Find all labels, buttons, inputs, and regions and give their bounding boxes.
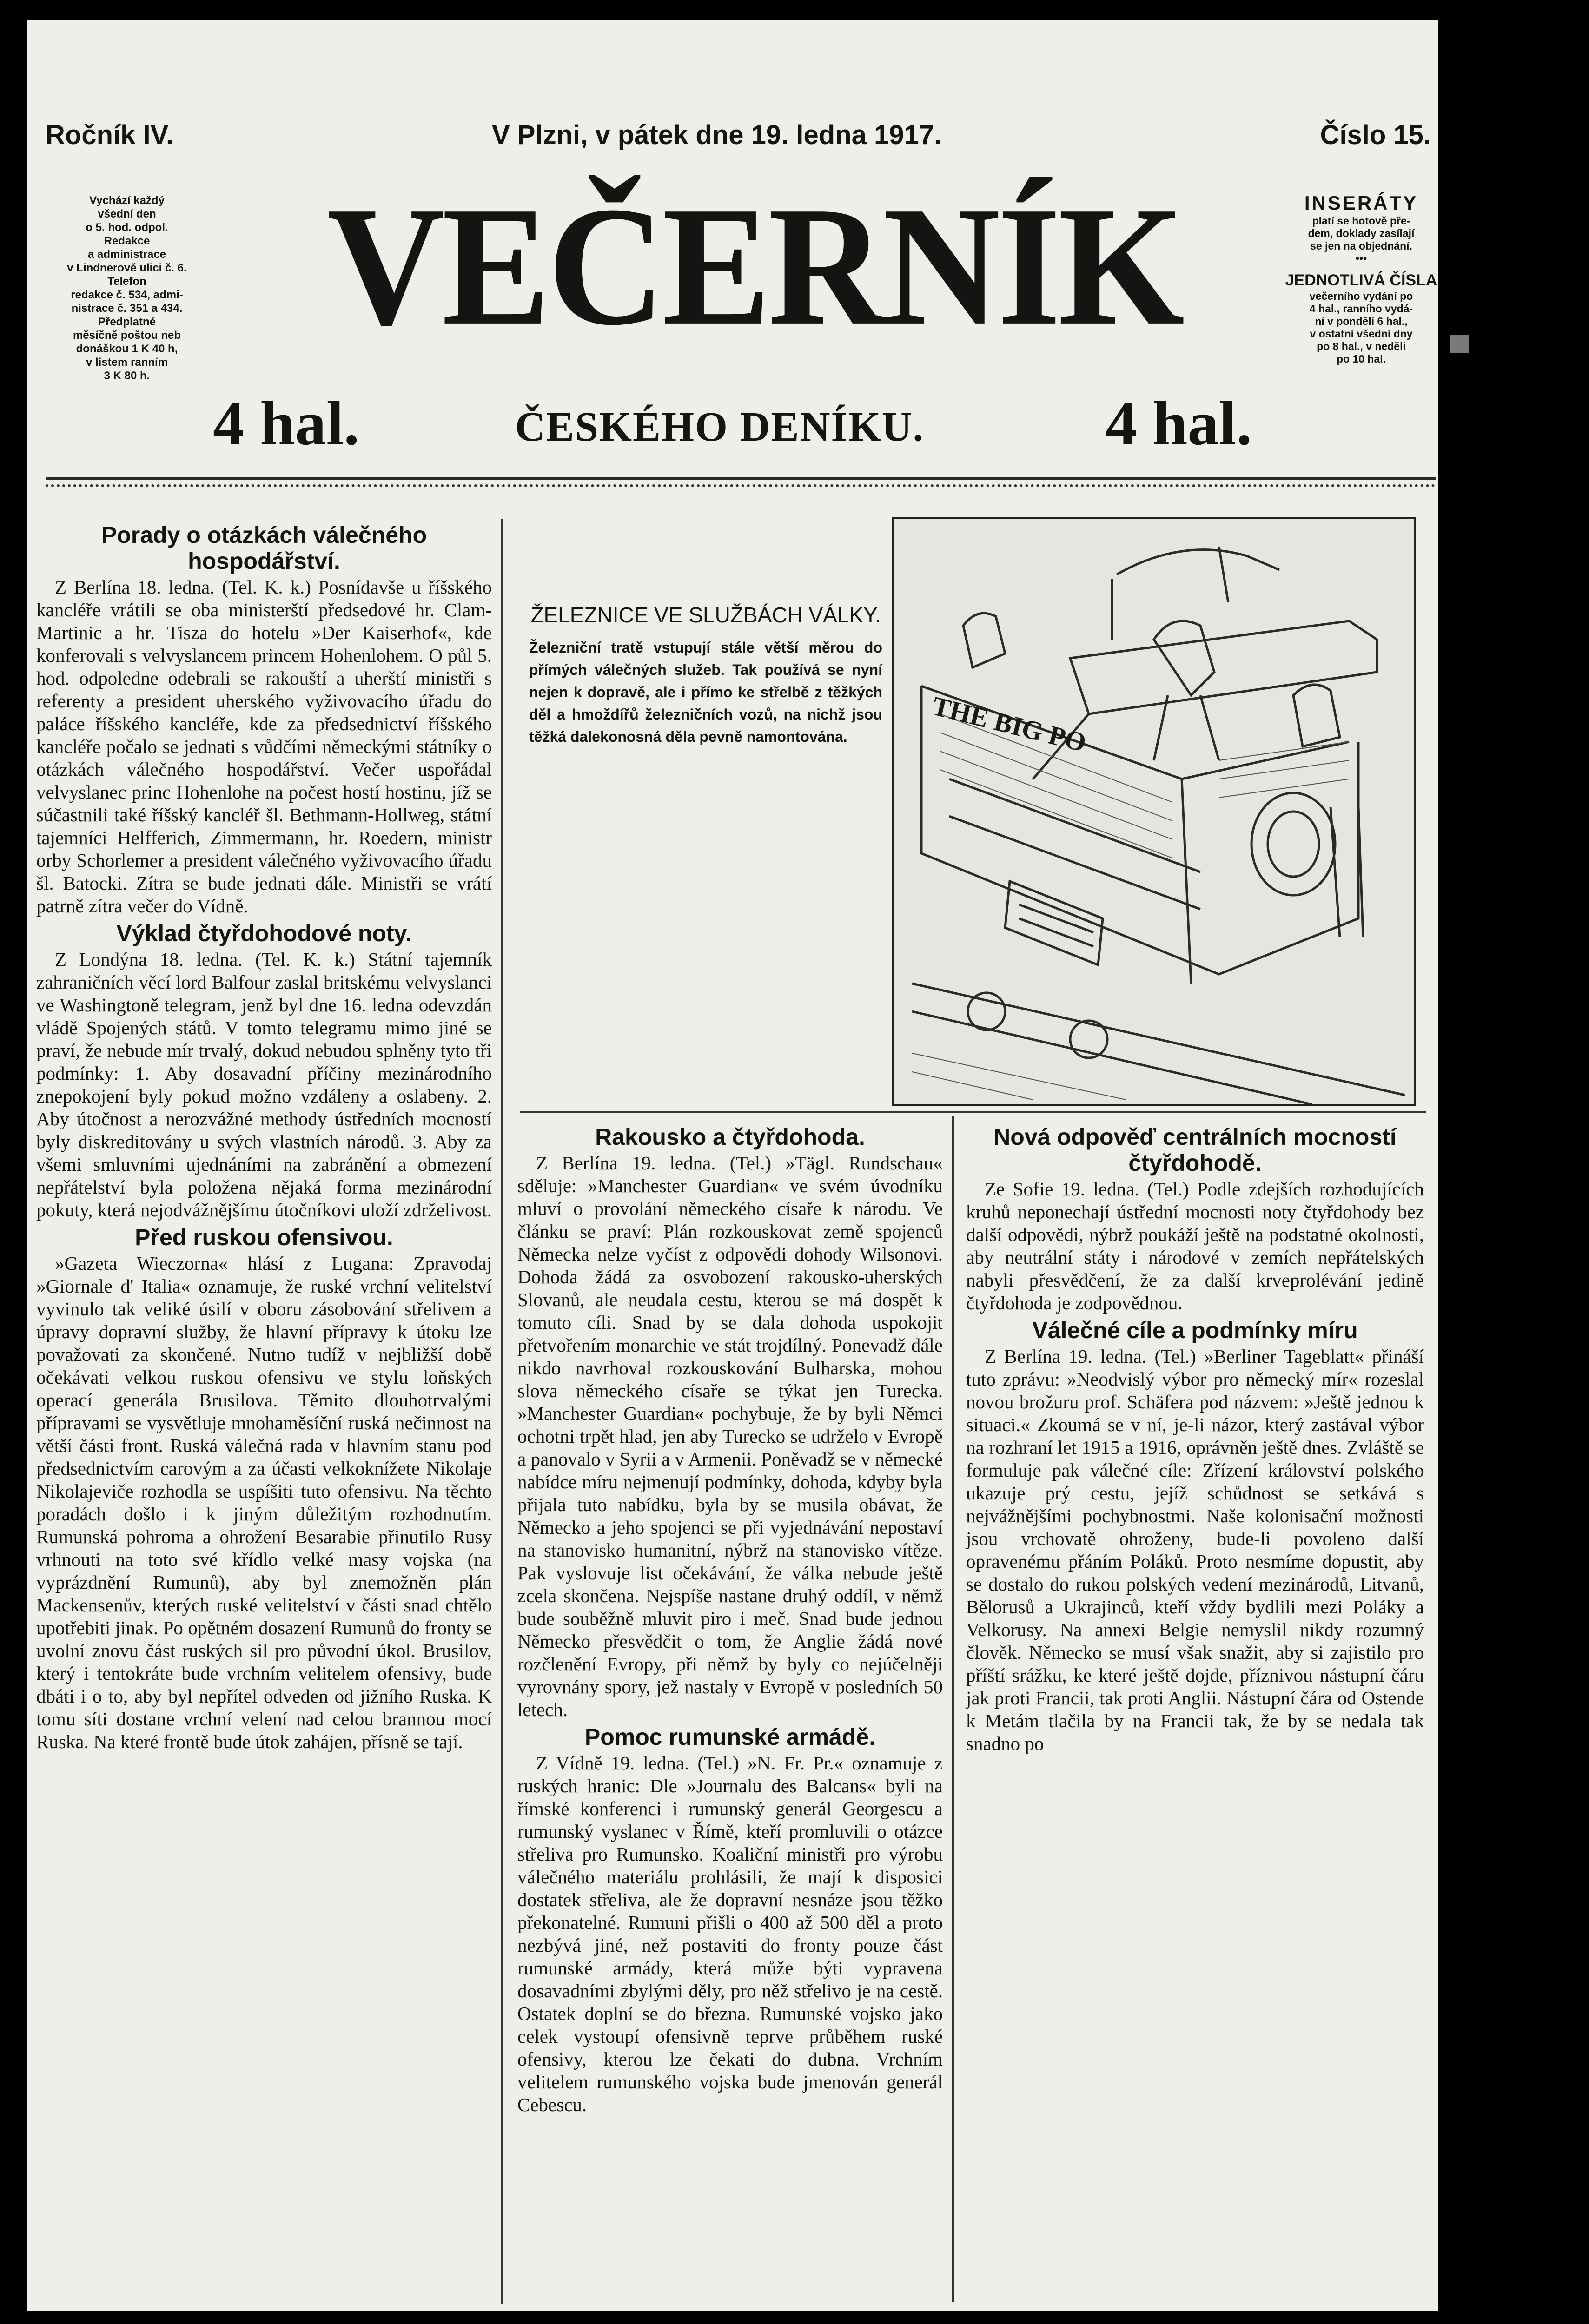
masthead-subtitle: ČESKÉHO DENÍKU. (515, 404, 925, 450)
caption-title: ŽELEZNICE VE SLUŽBÁCH VÁLKY. (530, 603, 881, 627)
info-line: měsíčně poštou neb (73, 329, 181, 342)
subscription-info-box (50, 194, 204, 383)
info-line: Vychází každý (89, 194, 165, 207)
column-divider (952, 1116, 954, 2302)
info-line: Redakce (104, 235, 150, 247)
article-body: Z Berlína 18. ledna. (Tel. K. k.) Posnídavše u říšského kancléře vrátili se oba ministerští předsedové hr. Clam-Martinic a hr. Tisza do hotelu »Der Kaiserhof«, kde konferovali s velvyslancem princem Hohenlohem. O půl 5. hod. odpoledne odebrali se rakouští a uherští ministři s referenty a president uherského vyživovacího úřadu do paláce říšského kancléře, kde za předsednictví říšského kancléře počalo se jednati s vůdčími německými státníky o otázkách válečného hospodářství. Večer uspořádal velvyslanec princ Hohenlohe na počest hostí hostinu, jíž se súčastnili také říšský kancléř šl. Bethmann-Hollweg, státní tajemníci Helfferich, Zimmermann, hr. Roedern, ministr orby Schorlemer a president válečného vyživovacího úřadu šl. Batocki. Zítra se bude jednati dále. Ministři se vrátí patrně zítra večer do Vídně. (36, 576, 492, 917)
dateline (46, 119, 1436, 161)
masthead-rule (46, 477, 1436, 480)
info-line: v Lindnerově ulici č. 6. (67, 262, 187, 274)
article-body: Z Vídně 19. ledna. (Tel.) »N. Fr. Pr.« oznamuje z ruských hranic: Dle »Journalu des Balcans« byli na římské konferenci i rumunský generál Georgescu a rumunský vyslanec v Římě, kteří promluvili o otázce střeliva pro Rumunsko. Koaliční ministři pro výrobu válečného materiálu prohlásili, že mají k disposici dostatek střeliva, ale že dopravní nesnáze jsou těžko překonatelné. Rumuni přišli o 400 až 500 děl a proto nezbývá jiné, než postaviti do fronty pouze část rumunské armády, která může býti vypravena dosavadními zbylými děly, pro něž střelivo je na cestě. Ostatek doplní se do března. Rumunské vojsko jako celek vystoupí ofensivně teprve průběhem ruské ofensivy, kterou lze čekati do dubna. Vrchním velitelem rumunského vojska bude jmenován generál Cebescu. (517, 1752, 943, 2115)
info-line: dem, doklady zasílají (1308, 227, 1415, 239)
illustration-caption (529, 603, 882, 748)
info-line: všední den (98, 208, 156, 220)
caption-text: Železniční tratě vstupují stále větší měrou do přímých válečných služeb. Tak používá se nyní nejen k dopravě, ale i přímo ke střelbě z těžkých děl a hmoždířů železničních vozů, na nichž jsou těžká dalekonosná děla pevně namontována. (529, 639, 882, 745)
article-body: »Gazeta Wieczorna« hlásí z Lugana: Zpravodaj »Giornale d' Italia« oznamuje, že ruské vrchní velitelství vyvinulo tak veliké úsilí v oboru zásobování střelivem a úpravy dopravní služby, že hlavní přípravy k útoku lze považovati za skončené. Nutno tudíž v nejbližší době očekávati velkou ruskou ofensivu ve stylu loňských operací generála Brusilova. Těmito dlouhotrvalými přípravami se vysvětluje mnohaměsíční ruská nečinnost na větší části front. Ruská válečná rada v hlavním stanu pod předsednictvím carovým a za účasti velkoknížete Nikolaje Nikolajeviče rozhodla se uspíšiti tuto ofensivu. Na těchto poradách došlo i k jiným důležitým rozhodnutím. Rumunská pohroma a ohrožení Besarabie přinutilo Rusy vrhnouti na toto své křídlo velké masy vojska (na vyprázdnění Rumunů), aby byl znemožněn plán Mackensenův, kterých ruské velitelství v části snad chtělo upotřebiti jinak. Po opětném dosazení Rumunů do fronty se uvolní znovu část ruských sil pro původní úkol. Brusilov, který i tentokráte bude vrchním velitelem ofensivy, bude dbáti i o to, aby byl nepřítel odveden od jižního Ruska. K tomu síti dostane vrchní velení nad celou brannou mocí Ruska. Na které frontě bude útok zahájen, přísně se tají. (36, 1253, 492, 1752)
article-title: Před ruskou ofensivou. (135, 1224, 393, 1250)
article-title: Nová odpověď centrálních mocností čtyřdohodě. (993, 1124, 1397, 1176)
info-line: večerního vydání po (1309, 290, 1413, 302)
scan-speck (1450, 335, 1469, 353)
article-body: Ze Sofie 19. ledna. (Tel.) Podle zdejších rozhodujících kruhů neponechají ústřední mocnosti noty čtyřdohody bez další odpovědi, nýbrž poukáží ještě na podstatné okolnosti, aby neutrální státy i národové v zemích nepřátelských nabyli přesvědčení, že za další krveprolévání jedině čtyřdohoda je zodpovědnou. (966, 1178, 1424, 1314)
article-title: Výklad čtyřdohodové noty. (116, 920, 412, 946)
info-line: ••• (1355, 252, 1367, 264)
article-title: Pomoc rumunské armádě. (584, 1724, 876, 1750)
volume-label: Ročník IV. (46, 120, 174, 150)
column-middle (517, 1121, 943, 2302)
info-line: platí se hotově pře- (1312, 215, 1410, 227)
dotted-rule (46, 484, 1436, 487)
info-line: v listem ranním (86, 356, 168, 369)
info-line: o 5. hod. odpol. (86, 221, 168, 234)
inserts-heading: INSERÁTY (1304, 192, 1418, 214)
article-body: Z Berlína 19. ledna. (Tel.) »Berliner Tageblatt« přináší tuto zprávu: »Neodvislý výbor pro německý mír« rozeslal novou brožuru prof. Schäfera pod názvem: »Ještě jednou k situaci.« Zkoumá se v ní, je-li názor, který zastával výbor na rozhraní let 1915 a 1916, oprávněn ještě dnes. Zvláště se formuluje pak válečné cíle: Zřízení království polského ukazuje prý cestu, jejíž schůdnost se setkává s nejvážnějšími pochybnostmi. Naše kolonisační možnosti jsou vrchovatě ohroženy, bude-li povoleno další opravenému přáním Poláků. Proto nesmíme dopustit, aby se dostalo do rukou polských vedení mezinárodů, Litvanů, Bělorusů a Ukrajinců, kteří vždy bydlili mezi Poláky a Velkorusy. Na annexi Belgie nemyslil nikdy rozumný člověk. Německo se musí však snažit, aby si zajistilo pro příští srážku, ke které ještě dojde, příznivou nástupní čáru jak proti Francii, tak proti Anglii. Nástupní čára od Ostende k Metám tlačila by na Francii tak, že by se nedala tak snadno po (966, 1346, 1424, 1754)
single-copies-heading: JEDNOTLIVÁ ČÍSLA (1285, 271, 1437, 289)
column-right (966, 1121, 1424, 2302)
price-right: 4 hal. (1106, 389, 1252, 458)
place-date: V Plzni, v pátek dne 19. ledna 1917. (492, 120, 942, 150)
bleed-through-text (548, 847, 873, 986)
newspaper-page (27, 20, 1438, 2311)
column-divider (501, 519, 503, 2304)
article-body: Z Berlína 19. ledna. (Tel.) »Tägl. Rundschau« sděluje: »Manchester Guardian« ve svém úvodníku mluví o provolání německého císaře k národu. Ve článku se praví: Plán rozkouskovat země spojenců Německa nelze vyčíst z odpovědi dohody Wilsonovi. Dohoda žádá za osvobození rakousko-uherských Slovanů, ale neudala cestu, kterou se má dospět k tomuto cíli. Snad by se dala dohoda uspokojit přetvořením monarchie ve stát trojdílný. Ponevadž dále nikdo navrhoval rozkouskování Bulharska, mohou slova německého císaře se týkat jen Turecka. »Manchester Guardian« pochybuje, že by byli Němci ochotni trpět hlad, jen aby Turecko se udrželo v Evropě a panovalo v Syrii a v Armenii. Poněvadž se v německé nabídce míru nejmenují podmínky, dohoda, kdyby byla přijala tuto nabídku, byla by se musila obávat, že Německo a jeho spojenci se při vyjednávání nepostaví na stanovisko humanitní, nýbrž na stanovisko vítěze. Pak vyslovuje list očekávání, že válka nebude ještě zcela skončena. Nejspíše nastane druhý oddíl, v němž bude souběžně mluvit piro i meč. Snad bude jednou Německo přesvědčit o tom, že Anglie žádá nové rozčlenění Evropy, při němž by byly co nejúčelněji vyrovnány spory, jež nastaly v Evropě v posledních 50 letech. (517, 1152, 943, 1720)
issue-number: Číslo 15. (1320, 120, 1431, 150)
price-left: 4 hal. (213, 389, 360, 458)
info-line: a administrace (87, 248, 166, 261)
advert-info-box (1284, 191, 1438, 365)
gun-label: THE BIG PO (929, 690, 1089, 758)
railway-gun-drawing (894, 519, 1414, 1104)
info-line: v ostatní všední dny (1310, 328, 1413, 340)
info-line: redakce č. 534, admi- (71, 289, 183, 301)
article-title: Porady o otázkách válečného hospodářství. (101, 522, 427, 574)
railway-gun-illustration (892, 517, 1416, 1106)
column-left (36, 519, 492, 2304)
info-line: se jen na objednání. (1310, 240, 1412, 252)
info-line: 3 K 80 h. (104, 370, 150, 382)
article-title: Rakousko a čtyřdohoda. (595, 1124, 865, 1150)
info-line: po 10 hal. (1336, 353, 1386, 365)
info-line: po 8 hal., v neděli (1317, 340, 1406, 352)
info-line: ní v pondělí 6 hal., (1315, 315, 1408, 327)
section-rule (520, 1111, 1426, 1113)
info-line: donáškou 1 K 40 h, (76, 343, 178, 355)
info-line: nistrace č. 351 a 434. (71, 302, 183, 315)
info-line: Předplatné (98, 316, 156, 328)
masthead-title: VEČERNÍK (327, 171, 1182, 361)
article-title: Válečné cíle a podmínky míru (1032, 1317, 1358, 1343)
info-line: Telefon (107, 275, 146, 288)
article-body: Z Londýna 18. ledna. (Tel. K. k.) Státní tajemník zahraničních věcí lord Balfour zaslal britskému velvyslanci ve Washingtoně telegram, jenž byl dne 16. ledna odevzdán vládě Spojených států. V tomto telegramu mimo jiné se praví, že nebude mír trvalý, dokud nebudou splněny tyto tři podmínky: 1. Aby dosavadní příčiny mezinárodního znepokojení byly pokud možno vzdáleny a oslabeny. 2. Aby útočnost a nerozvážné methody ústředních mocností byly diskreditovány u svých vlastních národů. 3. Aby za všemi smluvními ujednáními na zabránění a obmezení nepřátelství byla položena nějaká forma mezinárodní pokuty, která nejodvážnějšímu útočníkovi uloží zdrželivost. (36, 949, 492, 1221)
info-line: 4 hal., ranního vydá- (1309, 303, 1413, 315)
